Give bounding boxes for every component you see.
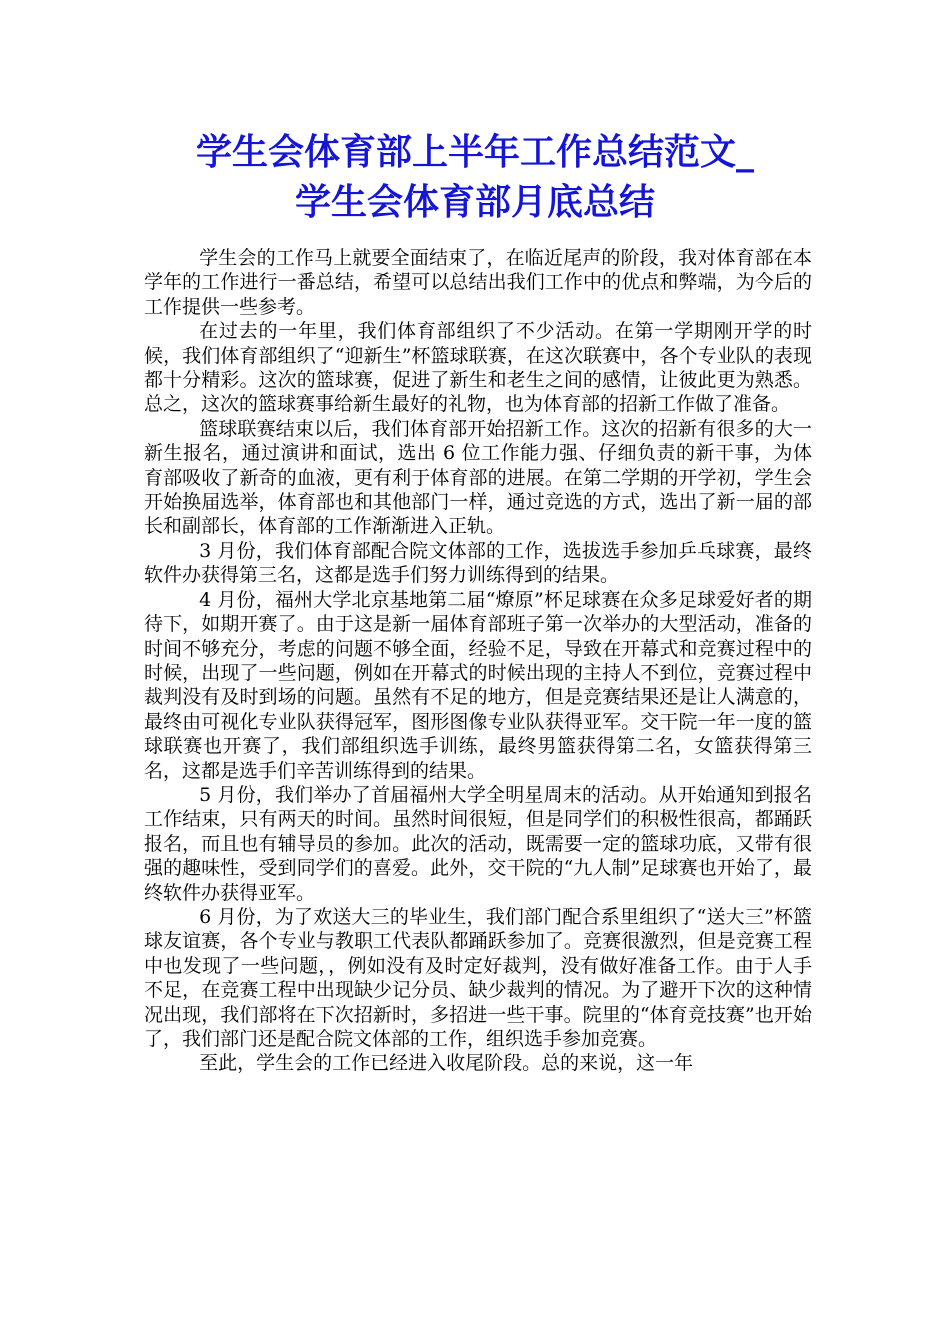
document-title-line-1: 学生会体育部上半年工作总结范文_ (195, 132, 754, 173)
paragraph-intro: 学生会的工作马上就要全面结束了，在临近尾声的阶段，我对体育部在本学年的工作进行一番总结，希望可以总结出我们工作中的优点和弊端，为今后的工作提供一些参考。 (144, 247, 812, 318)
document-title-line-2: 学生会体育部月底总结 (294, 182, 655, 223)
paragraph-may: 5 月份，我们举办了首届福州大学全明星周末的活动。从开始通知到报名工作结束，只有两天的时间。虽然时间很短，但是同学们的积极性很高，都踊跃报名，而且也有辅导员的参加。此次的活动，既需要一定的篮球功底，又带有很强的趣味性，受到同学们的喜爱。此外，交干院的“九人制”足球赛也开始了，最终软件办获得亚军。 (144, 783, 812, 904)
paragraph-closing: 至此，学生会的工作已经进入收尾阶段。总的来说，这一年 (199, 1052, 694, 1075)
document-title (100, 128, 850, 228)
paragraph-june: 6 月份，为了欢送大三的毕业生，我们部门配合系里组织了“送大三”杯篮球友谊赛，各个专业与教职工代表队都踊跃参加了。竞赛很激烈，但是竞赛工程中也发现了一些问题，，例如没有及时定好裁判，没有做好准备工作。由于人手不足，在竞赛工程中出现缺少记分员、缺少裁判的情况。为了避开下次的这种情况出现，我们部将在下次招新时，多招进一些干事。院里的“体育竞技赛”也开始了，我们部门还是配合院文体部的工作，组织选手参加竞赛。 (144, 905, 812, 1050)
paragraph-march: 3 月份，我们体育部配合院文体部的工作，选拔选手参加乒乓球赛，最终软件办获得第三名，这都是选手们努力训练得到的结果。 (144, 539, 812, 587)
paragraph-recruitment: 篮球联赛结束以后，我们体育部开始招新工作。这次的招新有很多的大一新生报名，通过演讲和面试，选出 6 位工作能力强、仔细负责的新干事，为体育部吸收了新奇的血液，更有利于体育部的进展。在第二学期的开学初，学生会开始换届选举，体育部也和其他部门一样，通过竞选的方式，选出了新一届的部长和副部长，体育部的工作渐渐进入正轨。 (144, 417, 812, 538)
paragraph-april: 4 月份，福州大学北京基地第二届“燎原”杯足球赛在众多足球爱好者的期待下，如期开赛了。由于这是新一届体育部班子第一次举办的大型活动，准备的时间不够充分，考虑的问题不够全面，经验不足，导致在开幕式和竞赛过程中的时候，出现了一些问题，例如在开幕式的时候出现的主持人不到位，竞赛过程中裁判没有及时到场的问题。虽然有不足的地方，但是竞赛结果还是让人满意的，最终由可视化专业队获得冠军，图形图像专业队获得亚军。交干院一年一度的篮球联赛也开赛了，我们部组织选手训练，最终男篮获得第二名，女篮获得第三名，这都是选手们辛苦训练得到的结果。 (144, 588, 812, 782)
paragraph-basketball-league: 在过去的一年里，我们体育部组织了不少活动。在第一学期刚开学的时候，我们体育部组织了“迎新生”杯篮球联赛，在这次联赛中，各个专业队的表现都十分精彩。这次的篮球赛，促进了新生和老生之间的感情，让彼此更为熟悉。总之，这次的篮球赛事给新生最好的礼物，也为体育部的招新工作做了准备。 (144, 320, 812, 416)
document-body (144, 246, 812, 1076)
